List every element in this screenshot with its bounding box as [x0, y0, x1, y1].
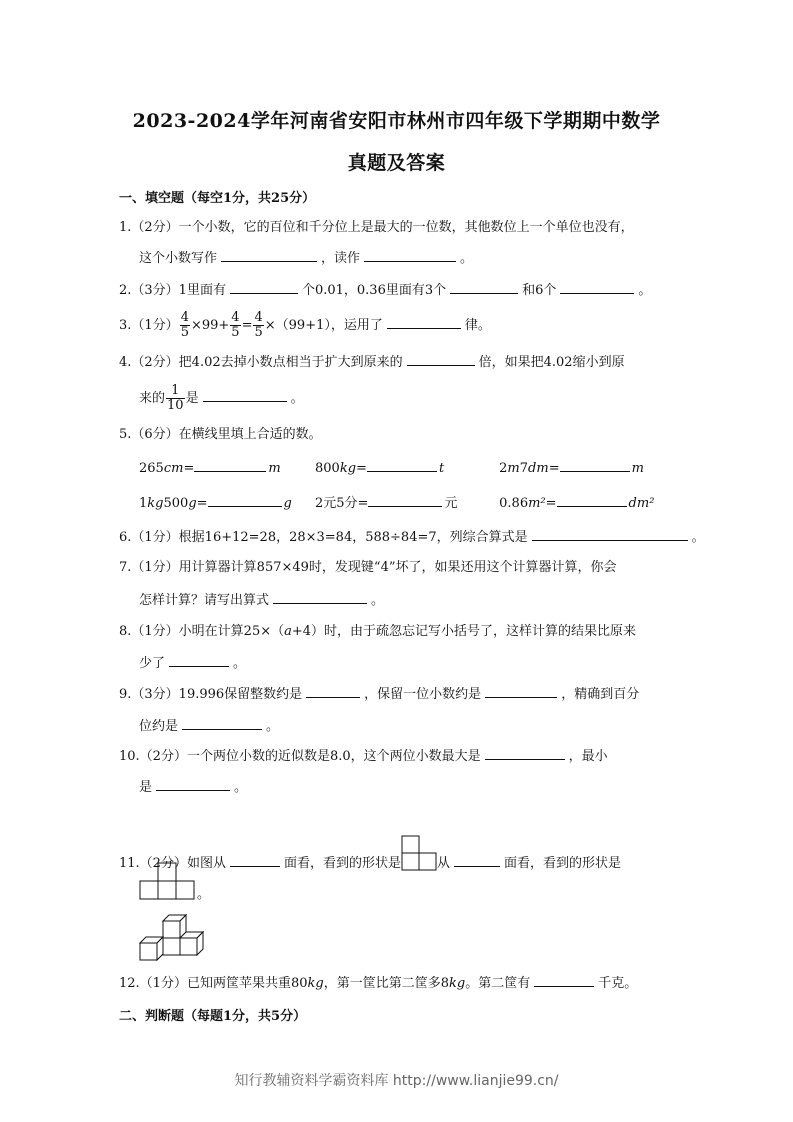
answer-blank[interactable] — [485, 684, 557, 698]
q8-line1: 8.（1分）小明在计算25×（a+4）时，由于疏忽忘记写小括号了，这样计算的结果比原来 — [119, 624, 637, 639]
q9-line2: 位约是 。 — [139, 716, 279, 737]
q10-line2: 是 。 — [139, 777, 247, 798]
answer-blank[interactable] — [203, 388, 287, 402]
q5-heading: 5.（6分）在横线里填上合适的数。 — [119, 427, 322, 442]
answer-blank[interactable] — [534, 973, 594, 987]
fraction: $\frac{4}{5}$ — [180, 310, 189, 340]
q4-line2: 来的 $\frac{1}{10}$ 是 。 — [139, 383, 304, 413]
answer-blank[interactable] — [532, 527, 688, 541]
answer-blank[interactable] — [169, 653, 229, 667]
answer-blank[interactable] — [560, 458, 630, 472]
cube-stack-figure — [138, 912, 204, 960]
answer-blank[interactable] — [368, 493, 442, 507]
answer-blank[interactable] — [407, 352, 475, 366]
fraction: $\frac{4}{5}$ — [254, 310, 263, 340]
answer-blank[interactable] — [221, 248, 317, 262]
answer-blank[interactable] — [364, 248, 456, 262]
q8-line2: 少了 。 — [139, 653, 246, 674]
answer-blank[interactable] — [230, 853, 280, 867]
q10-line1: 10.（2分）一个两位小数的近似数是8.0，这个两位小数最大是 ，最小 — [119, 746, 608, 767]
answer-blank[interactable] — [454, 853, 500, 867]
q3-line: 3.（1分） $\frac{4}{5}$ ×99+ $\frac{4}{5}$ = $\frac{4}{5}$ ×（99+1），运用了 律。 — [119, 310, 491, 340]
answer-blank[interactable] — [156, 777, 230, 791]
q11-line2: 。 — [139, 862, 210, 905]
footer-watermark: 知行教辅资料学霸资料库 http://www.lianjie99.cn/ — [234, 1073, 559, 1089]
q7-line2: 怎样计算？请写出算式 。 — [139, 590, 384, 611]
q9-line1: 9.（3分）19.996保留整数约是 ，保留一位小数约是 ，精确到百分 — [119, 684, 639, 705]
section-1-heading: 一、填空题（每空1分，共25分） — [119, 191, 316, 206]
answer-blank[interactable] — [273, 590, 367, 604]
q12-line: 12.（1分）已知两筐苹果共重80kg，第一筐比第二筐多8kg。第二筐有 千克。 — [119, 973, 637, 994]
fraction: $\frac{1}{10}$ — [167, 383, 184, 413]
q1-line1: 1.（2分）一个小数，它的百位和千分位上是最大的一位数，其他数位上一个单位也没有， — [119, 220, 634, 235]
answer-blank[interactable] — [230, 280, 298, 294]
answer-blank[interactable] — [450, 280, 518, 294]
q11-line1: 11.（2分）如图从 面看，看到的形状是 从 面看，看到的形状是 — [119, 835, 621, 874]
q4-line1: 4.（2分）把4.02去掉小数点相当于扩大到原来的 倍，如果把4.02缩小到原 — [119, 352, 625, 373]
answer-blank[interactable] — [557, 493, 627, 507]
answer-blank[interactable] — [560, 280, 634, 294]
view-shape-figure-1 — [401, 835, 437, 871]
q5-row1: 265cm= m 800kg= t 2m7dm= m — [139, 458, 644, 479]
answer-blank[interactable] — [306, 684, 360, 698]
answer-blank[interactable] — [485, 746, 565, 760]
q5-row2: 1kg500g= g 2元5分= 元 0.86m²= dm² — [139, 493, 654, 514]
answer-blank[interactable] — [367, 458, 437, 472]
q6-line: 6.（1分）根据16+12=28，28×3=84，588÷84=7，列综合算式是 。 — [119, 527, 705, 548]
section-2-heading: 二、判断题（每题1分，共5分） — [119, 1009, 307, 1024]
answer-blank[interactable] — [182, 716, 262, 730]
doc-title-line1: 2023-2024学年河南省安阳市林州市四年级下学期期中数学 — [132, 110, 661, 132]
fraction: $\frac{4}{5}$ — [231, 310, 240, 340]
view-shape-figure-2 — [139, 862, 197, 900]
q7-line1: 7.（1分）用计算器计算857×49时，发现键“4”坏了，如果还用这个计算器计算，你会 — [119, 560, 617, 575]
answer-blank[interactable] — [194, 458, 266, 472]
answer-blank[interactable] — [208, 493, 282, 507]
q2-line: 2.（3分）1里面有 个0.01，0.36里面有3个 和6个 。 — [119, 280, 651, 301]
doc-title-line2: 真题及答案 — [347, 152, 446, 174]
answer-blank[interactable] — [387, 315, 461, 329]
q1-line2: 这个小数写作 ，读作 。 — [139, 248, 473, 269]
